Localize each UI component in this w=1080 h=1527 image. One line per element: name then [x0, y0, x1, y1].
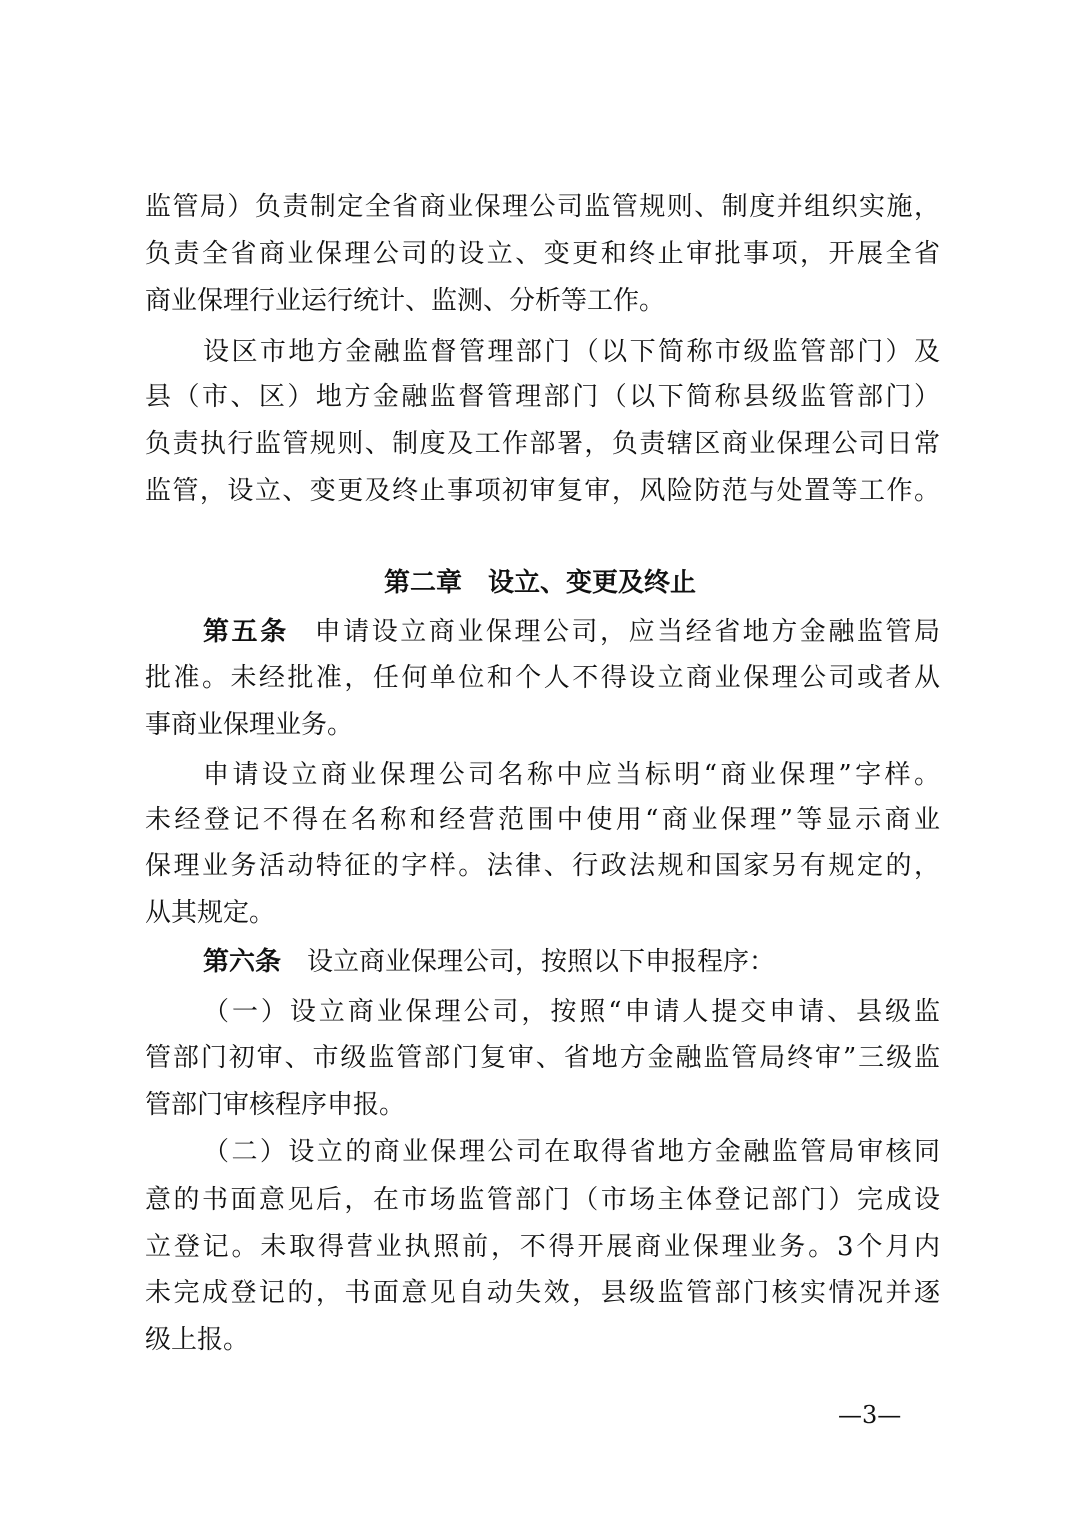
text-line: 设区市地方金融监督管理部门（以下简称市级监管部门）及 — [203, 337, 940, 367]
text: 申请设立商业保理公司，应当经省地方金融监管局 — [314, 617, 940, 647]
text-line: （二）设立的商业保理公司在取得省地方金融监管局审核同 — [203, 1137, 940, 1167]
text-line: 县（市、区）地方金融监督管理部门（以下简称县级监管部门） — [145, 382, 940, 412]
text-line: 批准。未经批准，任何单位和个人不得设立商业保理公司或者从 — [145, 663, 940, 693]
text-line: （一）设立商业保理公司，按照“申请人提交申请、县级监 — [203, 997, 940, 1027]
text-line: 意的书面意见后，在市场监管部门（市场主体登记部门）完成设 — [145, 1185, 940, 1215]
text-line: 管部门审核程序申报。 — [145, 1090, 406, 1120]
article-5-line — [203, 612, 940, 652]
text-line: 未完成登记的，书面意见自动失效，县级监管部门核实情况并逐 — [145, 1278, 940, 1308]
text-line: 监管，设立、变更及终止事项初审复审，风险防范与处置等工作。 — [145, 476, 940, 506]
text-line: 立登记。未取得营业执照前，不得开展商业保理业务。3个月内 — [145, 1232, 940, 1262]
article-label: 第五条 — [203, 617, 289, 647]
text: 设立商业保理公司，按照以下申报程序： — [307, 947, 776, 977]
text-line: 申请设立商业保理公司名称中应当标明“商业保理”字样。 — [203, 760, 940, 790]
text-line: 负责执行监管规则、制度及工作部署，负责辖区商业保理公司日常 — [145, 429, 940, 459]
page-number: —3— — [838, 1401, 902, 1429]
text-line: 监管局）负责制定全省商业保理公司监管规则、制度并组织实施， — [145, 192, 940, 222]
text-line: 保理业务活动特征的字样。法律、行政法规和国家另有规定的， — [145, 851, 940, 881]
text-line: 未经登记不得在名称和经营范围中使用“商业保理”等显示商业 — [145, 805, 940, 835]
text-line: 负责全省商业保理公司的设立、变更和终止审批事项，开展全省 — [145, 239, 940, 269]
text-line: 事商业保理业务。 — [145, 710, 354, 740]
chapter-number: 第二章 — [383, 568, 462, 598]
chapter-heading — [0, 563, 1080, 603]
article-6-line — [203, 942, 940, 982]
text-line: 管部门初审、市级监管部门复审、省地方金融监管局终审”三级监 — [145, 1043, 940, 1073]
chapter-title: 设立、变更及终止 — [488, 568, 697, 598]
article-label: 第六条 — [203, 947, 282, 977]
text-line: 商业保理行业运行统计、监测、分析等工作。 — [145, 286, 666, 316]
text-line: 级上报。 — [145, 1325, 250, 1355]
text-line: 从其规定。 — [145, 898, 276, 928]
